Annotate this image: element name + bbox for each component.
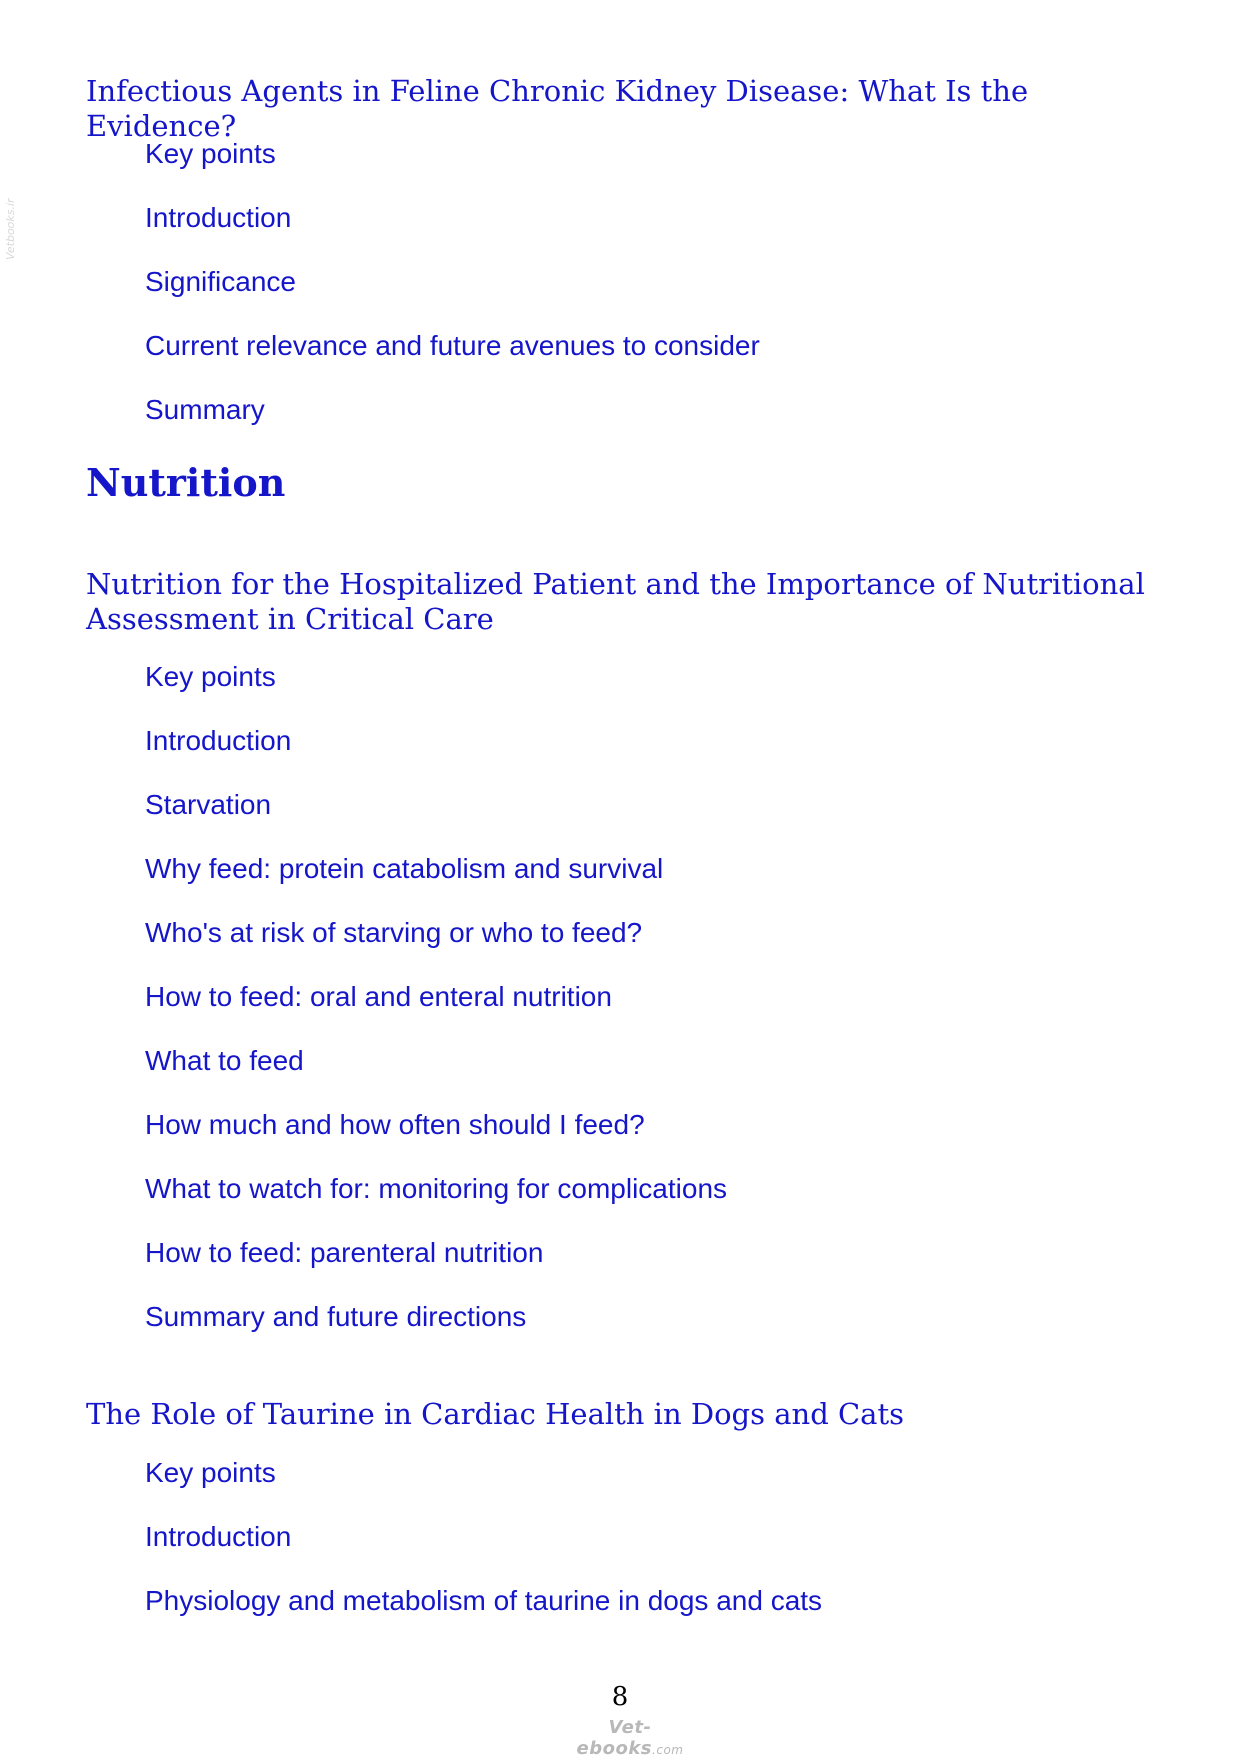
toc-list-infectious-agents (145, 137, 760, 457)
toc-item[interactable] (145, 329, 760, 393)
toc-item[interactable] (145, 852, 727, 916)
toc-item[interactable] (145, 1584, 822, 1648)
footer-logo (560, 1717, 700, 1759)
toc-item[interactable] (145, 393, 760, 457)
toc-item[interactable] (145, 265, 760, 329)
toc-link-introduction[interactable]: Introduction (145, 202, 292, 233)
toc-link-key-points[interactable]: Key points (145, 138, 276, 169)
toc-item[interactable] (145, 1172, 727, 1236)
toc-link-starvation[interactable]: Starvation (145, 789, 272, 820)
toc-link-why-feed[interactable]: Why feed: protein catabolism and survival (145, 853, 664, 884)
toc-link-significance[interactable]: Significance (145, 266, 296, 297)
page-number: 8 (611, 1682, 629, 1712)
toc-item[interactable] (145, 1300, 727, 1364)
section-heading-nutrition[interactable]: Nutrition (86, 460, 286, 505)
toc-link-physiology-taurine[interactable]: Physiology and metabolism of taurine in dogs and cats (145, 1585, 823, 1616)
toc-link-current-relevance[interactable]: Current relevance and future avenues to consider (145, 330, 760, 361)
toc-link-parenteral[interactable]: How to feed: parenteral nutrition (145, 1237, 544, 1268)
toc-item[interactable] (145, 916, 727, 980)
toc-link-oral-enteral[interactable]: How to feed: oral and enteral nutrition (145, 981, 612, 1012)
toc-item[interactable] (145, 1456, 822, 1520)
footer-logo-text: Vet-ebooks (576, 1717, 653, 1759)
toc-item[interactable] (145, 788, 727, 852)
toc-list-taurine (145, 1456, 822, 1648)
toc-item[interactable] (145, 1108, 727, 1172)
chapter-title-infectious-agents[interactable]: Infectious Agents in Feline Chronic Kidney Disease: What Is the Evidence? (86, 74, 1029, 143)
toc-item[interactable] (145, 1044, 727, 1108)
toc-link-whos-at-risk[interactable]: Who's at risk of starving or who to feed? (145, 917, 643, 948)
toc-list-nutrition-hospitalized (145, 660, 727, 1364)
toc-link-introduction[interactable]: Introduction (145, 1521, 292, 1552)
chapter-title-nutrition-hospitalized[interactable]: Nutrition for the Hospitalized Patient and the Importance of Nutritional Assessment in Critical Care (86, 567, 1145, 636)
toc-link-introduction[interactable]: Introduction (145, 725, 292, 756)
toc-link-summary-future[interactable]: Summary and future directions (145, 1301, 527, 1332)
footer-logo-suffix: .com (652, 1743, 684, 1757)
toc-item[interactable] (145, 980, 727, 1044)
toc-link-how-much[interactable]: How much and how often should I feed? (145, 1109, 645, 1140)
toc-link-summary[interactable]: Summary (145, 394, 265, 425)
toc-item[interactable] (145, 1520, 822, 1584)
toc-link-monitoring[interactable]: What to watch for: monitoring for complications (145, 1173, 728, 1204)
toc-link-key-points[interactable]: Key points (145, 661, 276, 692)
toc-item[interactable] (145, 137, 760, 201)
toc-item[interactable] (145, 660, 727, 724)
chapter-title-taurine[interactable]: The Role of Taurine in Cardiac Health in Dogs and Cats (86, 1397, 904, 1431)
toc-item[interactable] (145, 724, 727, 788)
toc-link-key-points[interactable]: Key points (145, 1457, 276, 1488)
toc-item[interactable] (145, 201, 760, 265)
side-watermark: Vetbooks.ir (4, 198, 17, 260)
toc-item[interactable] (145, 1236, 727, 1300)
toc-link-what-to-feed[interactable]: What to feed (145, 1045, 304, 1076)
